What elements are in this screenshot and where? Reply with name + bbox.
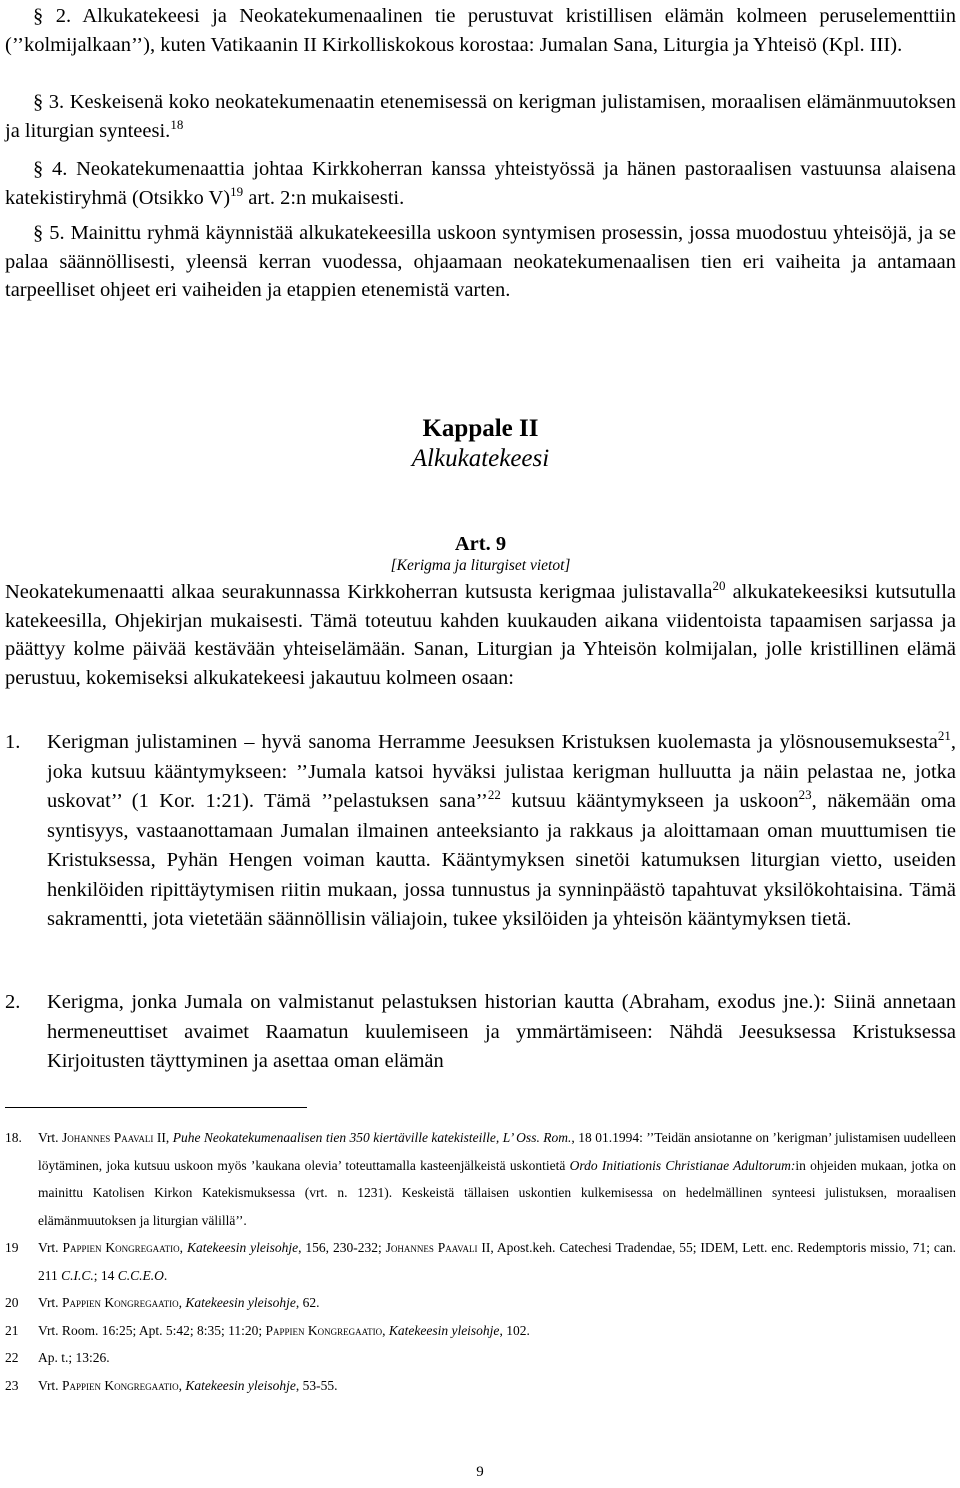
page-number: 9 [476,1464,484,1480]
footnote-author: Pappien Kongregaatio [61,1377,179,1393]
list-number: 1. [5,731,21,753]
section-mark: § [33,222,44,244]
footnote-18: 18. Vrt. Johannes Paavali II, Puhe Neokatekumenaalisen tien 350 kiertäville katekisteille, L’ Oss. Rom., 18 01.1994: ’’Teidän ansiotanne on ’kerigman’ julistamisen uudelleen löytäminen, joka kutsuu uskoon myös ’kaukana olevia’ toteuttamalla kasteenjälkeistä uskontietä Ordo Initiationis Christianae Adultorum:in ohjeiden mukaan, jotka on mainittu Katolisen Kirkon Katekismuksessa (vrt. n. 1231). Keskeistä tällaisen uskontien kulkemisessa on hedelmällinen synteesi julistuksen, moraalisen elämänmuutoksen ja liturgian välillä’’. [5,1124,956,1234]
list-number: 2. [5,991,21,1013]
section-mark: § [33,158,44,180]
paragraph-4 [5,155,956,212]
footnote-title: Katekeesin yleisohje [186,1240,299,1255]
paragraph-3 [5,88,956,145]
footnote-number: 23 [5,1377,19,1393]
section-mark: § [33,5,44,27]
footnote-23: 23 Vrt. Pappien Kongregaatio, Katekeesin yleisohje, 53-55. [5,1372,956,1400]
footnote-20: 20 Vrt. Pappien Kongregaatio, Katekeesin yleisohje, 62. [5,1289,956,1317]
paragraph-number: 2. [55,5,72,27]
footnote-author: Pappien Kongregaatio [62,1240,180,1255]
list-text: Kerigma, jonka Jumala on valmistanut pelastuksen historian kautta (Abraham, exodus jne.): Siinä annetaan hermeneuttiset avaimet Raamatun kuulemiseen ja ymmärtämiseen: Nähdä Jeesuksessa Kristuksessa Kirjoitusten täyttyminen ja asettaa oman elämän [47,991,956,1072]
paragraph-number: 5. [49,222,65,244]
article-text-cont: alkukatekeesiksi kutsutulla katekeesilla, Ohjekirjan mukaisesti. Tämä toteutuu kahden kuukauden aikana viidentoista tapaamisen sarjassa ja päättyy kolme päivää kestävään yhteiselämään. Sanan, Liturgian ja Yhteisön kolmijalan, jolle kristillinen elämä perustuu, kokemiseksi alkukatekeesi jakautuu kolmeen osaan: [5,581,957,689]
footnote-21: 21 Vrt. Room. 16:25; Apt. 5:42; 8:35; 11:20; Pappien Kongregaatio, Katekeesin yleisohje, 102. [5,1317,956,1345]
footnote-number: 22 [5,1350,19,1365]
list-text: Kerigman julistaminen – hyvä sanoma Herramme Jeesuksen Kristuksen kuolemasta ja ylösnousemuksesta [47,731,938,753]
paragraph-text: Mainittu ryhmä käynnistää alkukatekeesilla uskoon syntymisen prosessin, jossa muodostuu yhteisöjä, ja se palaa säännöllisesti, yleensä kerran vuodessa, ohjaamaan neokatekumenaalisen tien eri vaiheita ja antamaan tarpeelliset ohjeet eri vaiheiden ja etappien etenemistä varten. [5,222,957,301]
paragraph-text: Alkukatekeesi ja Neokatekumenaalinen tie perustuvat kristillisen elämän kolmeen peruselementtiin (’’kolmijalkaan’’), kuten Vatikaanin II Kirkolliskokous korostaa: Jumalan Sana, Liturgia ja Yhteisö (Kpl. III). [5,5,957,56]
article-subtitle: [Kerigma ja liturgiset vietot] [390,557,571,574]
footnote-author: Pappien Kongregaatio [265,1322,383,1338]
footnote-number: 18. [5,1130,22,1145]
footnote-number: 21 [5,1322,19,1338]
footnote-22: 22 Ap. t.; 13:26. [5,1344,956,1372]
footnote-title: C.I.C. [61,1267,94,1283]
list-item [5,728,956,935]
footnote-19: 19 Vrt. Pappien Kongregaatio, Katekeesin yleisohje, 156, 230-232; Johannes Paavali II, Apost.keh. Catechesi Tradendae, 55; IDEM, Lett. enc. Redemptoris missio, 71; can. 211 C.I.C.; 14 C.C.E.O. [5,1234,956,1289]
paragraph-number: 4. [51,158,68,180]
article-number: Art. 9 [454,533,507,555]
footnote-ref-22[interactable]: 22 [487,787,501,803]
chapter-heading [5,414,956,474]
footnote-ref-18[interactable]: 18 [170,116,184,132]
paragraph-text: Keskeisenä koko neokatekumenaatin etenemisessä on kerigman julistamisen, moraalisen elämänmuutoksen ja liturgian synteesi. [5,91,957,142]
list-text: , joka kutsuu kääntymykseen: ’’Jumala katsoi hyväksi julistaa kerigman hulluutta ja näin pelastaa ne, jotka uskovat’’ (1 Kor. 1:21). Tämä ’’pelastuksen sana’’ [47,731,956,812]
footnote-author: Pappien Kongregaatio [61,1295,179,1310]
list-item [5,988,956,1077]
chapter-number: Kappale II [422,415,539,442]
paragraph-5 [5,219,956,305]
footnotes [5,1124,956,1399]
chapter-title: Alkukatekeesi [411,445,550,472]
footnote-author: Johannes Paavali II [62,1130,166,1145]
footnote-number: 19 [5,1240,19,1255]
paragraph-text: Neokatekumenaattia johtaa Kirkkoherran kanssa yhteistyössä ja hänen pastoraalisen vastuunsa alaisena katekistiryhmä (Otsikko V) [5,158,957,209]
article-body [5,578,956,692]
section-mark: § [33,91,44,113]
paragraph-text-cont: art. 2:n mukaisesti. [243,186,405,209]
paragraph-number: 3. [48,91,65,113]
footnote-divider [5,1107,307,1108]
list-text: kutsuu kääntymykseen ja uskoon [500,790,799,812]
footnote-author: Johannes Paavali II [385,1240,491,1255]
footnote-title: Katekeesin yleisohje [388,1322,500,1338]
footnote-title: C.C.E.O [117,1267,164,1283]
paragraph-2 [5,2,956,59]
footnote-number: 20 [5,1295,19,1310]
article-heading [5,532,956,576]
footnote-title: Katekeesin yleisohje [185,1377,296,1393]
list-text: , näkemään oma syntisyys, vastaanottamaan Jumalan ilmainen anteeksianto ja rakkaus ja aloittamaan oman muuttumisen tie Kristuksessa, Pyhän Hengen voiman kautta. Kääntymyksen sinetöi katumuksen liturgian vietto, useiden henkilöiden ripittäytymisen riitin mukaan, jossa tunnustus ja synninpäästö tapahtuvat yksilökohtaisina. Tämä sakramentti, jota vietetään säännöllisin väliajoin, tukee yksilöiden ja yhteisön kääntymyksen tietä. [47,790,957,930]
article-text: Neokatekumenaatti alkaa seurakunnassa Kirkkoherran kutsusta kerigmaa julistavalla [5,581,713,603]
footnote-ref-21[interactable]: 21 [937,728,951,744]
footnote-ref-19[interactable]: 19 [230,183,244,199]
footnote-ref-23[interactable]: 23 [798,787,812,803]
footnote-ref-20[interactable]: 20 [712,578,726,594]
footnote-title: Puhe Neokatekumenaalisen tien 350 kiertäville katekisteille, L’ Oss. Rom. [172,1130,572,1145]
footnote-title: Katekeesin yleisohje [185,1295,296,1310]
footnote-title: Ordo Initiationis Christianae Adultorum: [569,1157,796,1173]
